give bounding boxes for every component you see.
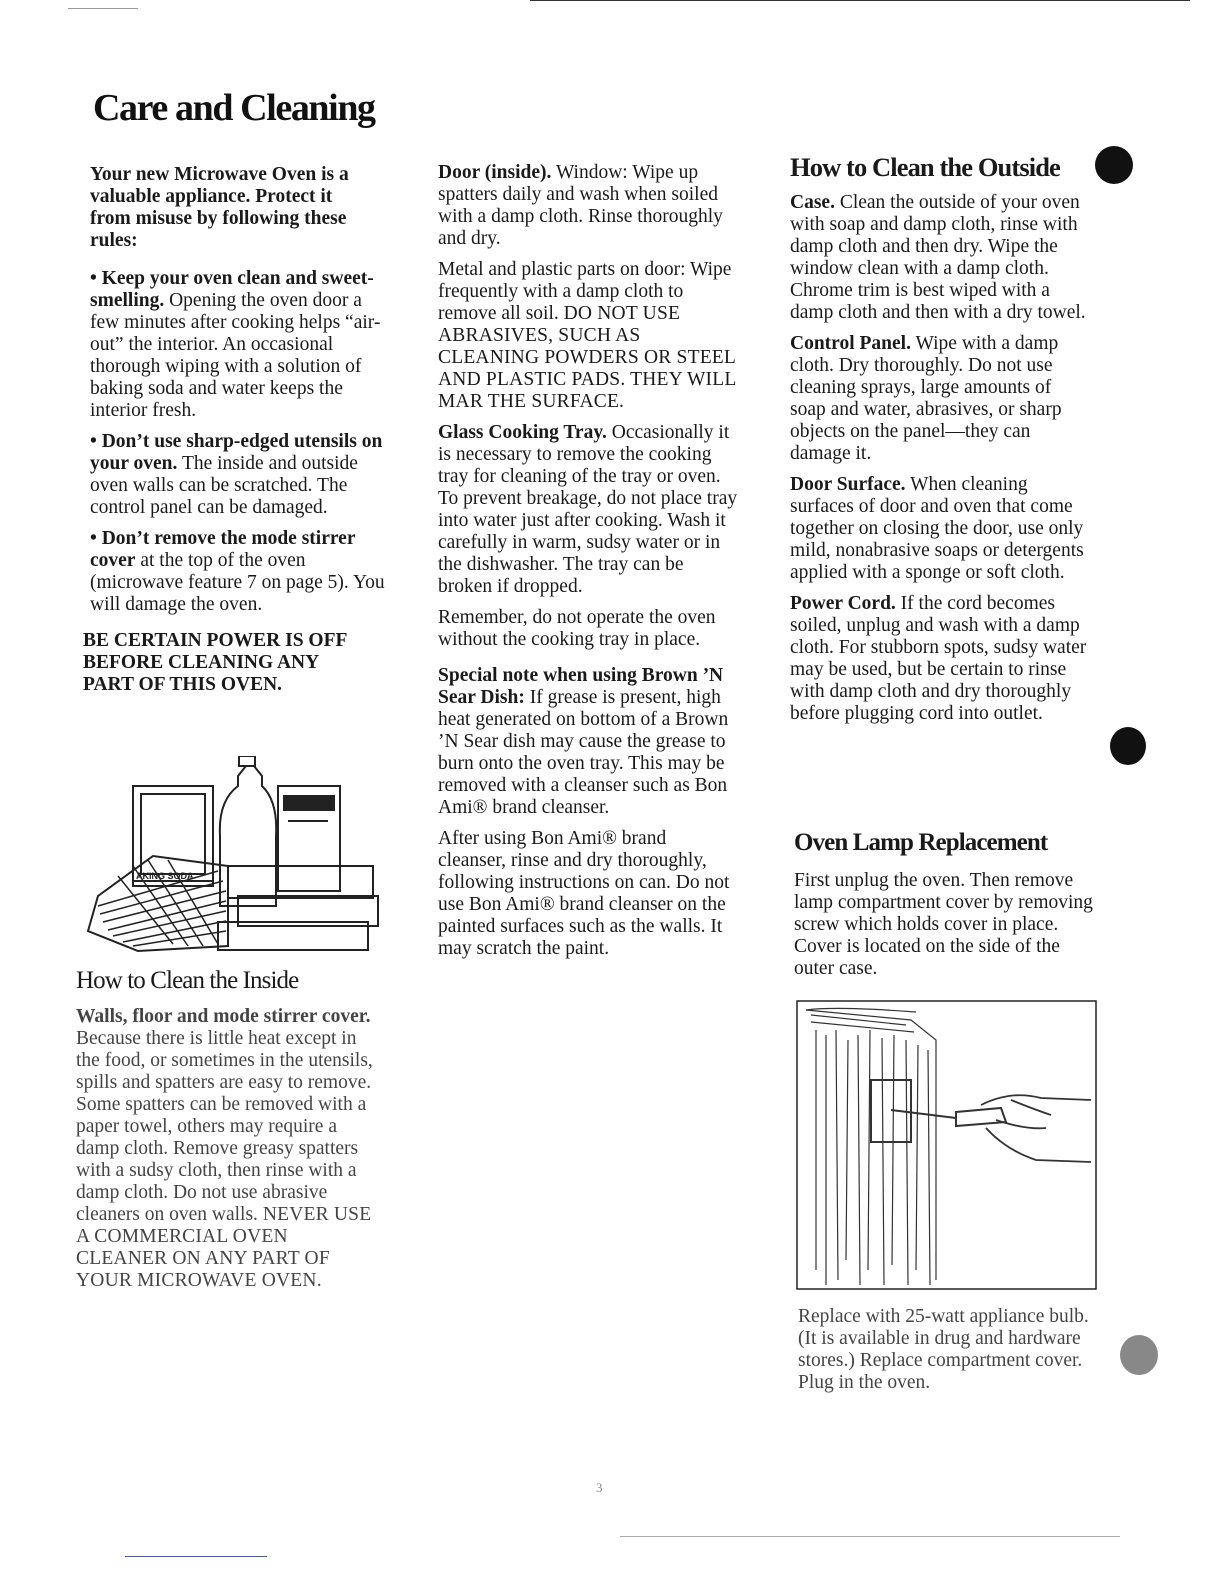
screwdriver-handle	[956, 1108, 1006, 1126]
special-note: Special note when using Brown ’N Sear Dish: If grease is present, high heat generated on bottom of a Brown ’N Sear dish may cause the grease to burn onto the oven tray. This may be removed with a cleanser such as Bon Ami® brand cleanser.	[438, 665, 729, 818]
column-left	[90, 164, 390, 625]
walls-paragraph: Walls, floor and mode stirrer cover. Because there is little heat except in the food, or sometimes in the utensils, spills and spatters are easy to remove. Some spatters can be removed with a paper towel, others may require a damp cloth. Remove greasy spatters with a sudsy cloth, then rinse with a damp cloth. Do not use abrasive cleaners on oven walls. NEVER USE A COMMERCIAL OVEN CLEANER ON ANY PART OF YOUR MICROWAVE OVEN.	[76, 1006, 373, 1291]
lamp-instructions: First unplug the oven. Then remove lamp compartment cover by removing screw which holds cover in place. Cover is located on the side of the outer case.	[794, 870, 1093, 979]
column-right	[790, 152, 1090, 734]
replace-bulb	[798, 1306, 1098, 1403]
door-surface-paragraph: Door Surface. When cleaning surfaces of door and oven that come together on closing the door, use only mild, nonabrasive soaps or detergents applied with a sponge or soft cloth.	[790, 474, 1084, 583]
power-cord-paragraph: Power Cord. If the cord becomes soiled, unplug and wash with a damp cloth. For stubborn spots, sudsy water may be used, but be certain to rinse with damp cloth and dry thoroughly before plugging cord into outlet.	[790, 593, 1087, 724]
case-paragraph: Case. Clean the outside of your oven with soap and damp cloth, rinse with damp cloth and then dry. Wipe the window clean with a damp cloth. Chrome trim is best wiped with a damp cloth and then with a dry towel.	[790, 192, 1086, 323]
top-rule	[530, 0, 1190, 1]
inside-section	[76, 966, 376, 1301]
rule-sharp-utensils: • Don’t use sharp-edged utensils on your oven. The inside and outside oven walls can be scratched. The control panel can be damaged.	[90, 431, 383, 518]
sponge-top	[228, 866, 373, 898]
remember-note: Remember, do not operate the oven without the cooking tray in place.	[438, 607, 716, 650]
lamp-heading: Oven Lamp Replacement	[794, 829, 1048, 856]
top-rule-left	[68, 8, 138, 9]
after-bon-ami: After using Bon Ami® brand cleanser, rinse and dry thoroughly, following instructions on can. Do not use Bon Ami® brand cleanser on the painted surfaces such as the walls. It may scratch the paint.	[438, 828, 730, 959]
page-number: 3	[596, 1480, 603, 1495]
metal-plastic-parts: Metal and plastic parts on door: Wipe frequently with a damp cloth to remove all soil. DO NOT USE ABRASIVES, SUCH AS CLEANING POWDERS OR STEEL AND PLASTIC PADS. THEY WILL MAR THE SURFACE.	[438, 259, 736, 412]
lamp-cover-illustration	[796, 1000, 1098, 1292]
screwdriver-shaft	[891, 1110, 956, 1118]
column-middle	[438, 162, 738, 969]
page-title: Care and Cleaning	[93, 87, 375, 129]
inside-heading: How to Clean the Inside	[76, 967, 299, 994]
rule-keep-clean: • Keep your oven clean and sweet-smelling. Opening the oven door a few minutes after cooking helps “air-out” the interior. An occasional thorough wiping with a solution of baking soda and water keeps the interior fresh.	[90, 268, 381, 421]
intro-text: Your new Microwave Oven is a valuable appliance. Protect it from misuse by following these rules:	[90, 164, 349, 251]
hand-outline	[981, 1095, 1091, 1162]
outside-heading: How to Clean the Outside	[790, 152, 1060, 182]
footer-scan-noise	[620, 1536, 1120, 1537]
glass-tray: Glass Cooking Tray. Occasionally it is necessary to remove the cooking tray for cleaning of the tray or oven. To prevent breakage, do not place tray into water just after cooking. Wash it carefully in warm, sudsy water or in the dishwasher. The tray can be broken if dropped.	[438, 422, 738, 597]
binder-hole-bottom	[1120, 1335, 1158, 1375]
baking-soda-label: AKING SODA	[136, 871, 194, 881]
replace-instructions: Replace with 25-watt appliance bulb. (It is available in drug and hardware stores.) Replace compartment cover. Plug in the oven.	[798, 1306, 1089, 1393]
footer-rule-left	[125, 1556, 267, 1557]
cleaning-supplies-illustration	[78, 756, 383, 961]
control-panel-paragraph: Control Panel. Wipe with a damp cloth. Dry thoroughly. Do not use cleaning sprays, large amounts of soap and water, abrasives, or sharp objects on the panel—they can damage it.	[790, 333, 1062, 464]
rule-stirrer-cover: • Don’t remove the mode stirrer cover at the top of the oven (microwave feature 7 on page 5). You will damage the oven.	[90, 528, 385, 615]
lamp-section	[794, 828, 1094, 989]
power-warning: BE CERTAIN POWER IS OFF BEFORE CLEANING ANY PART OF THIS OVEN.	[83, 630, 347, 695]
binder-hole-middle	[1110, 727, 1146, 765]
binder-hole-top	[1095, 146, 1133, 184]
door-inside: Door (inside). Window: Wipe up spatters daily and wash when soiled with a damp cloth. Rinse thoroughly and dry.	[438, 162, 723, 249]
